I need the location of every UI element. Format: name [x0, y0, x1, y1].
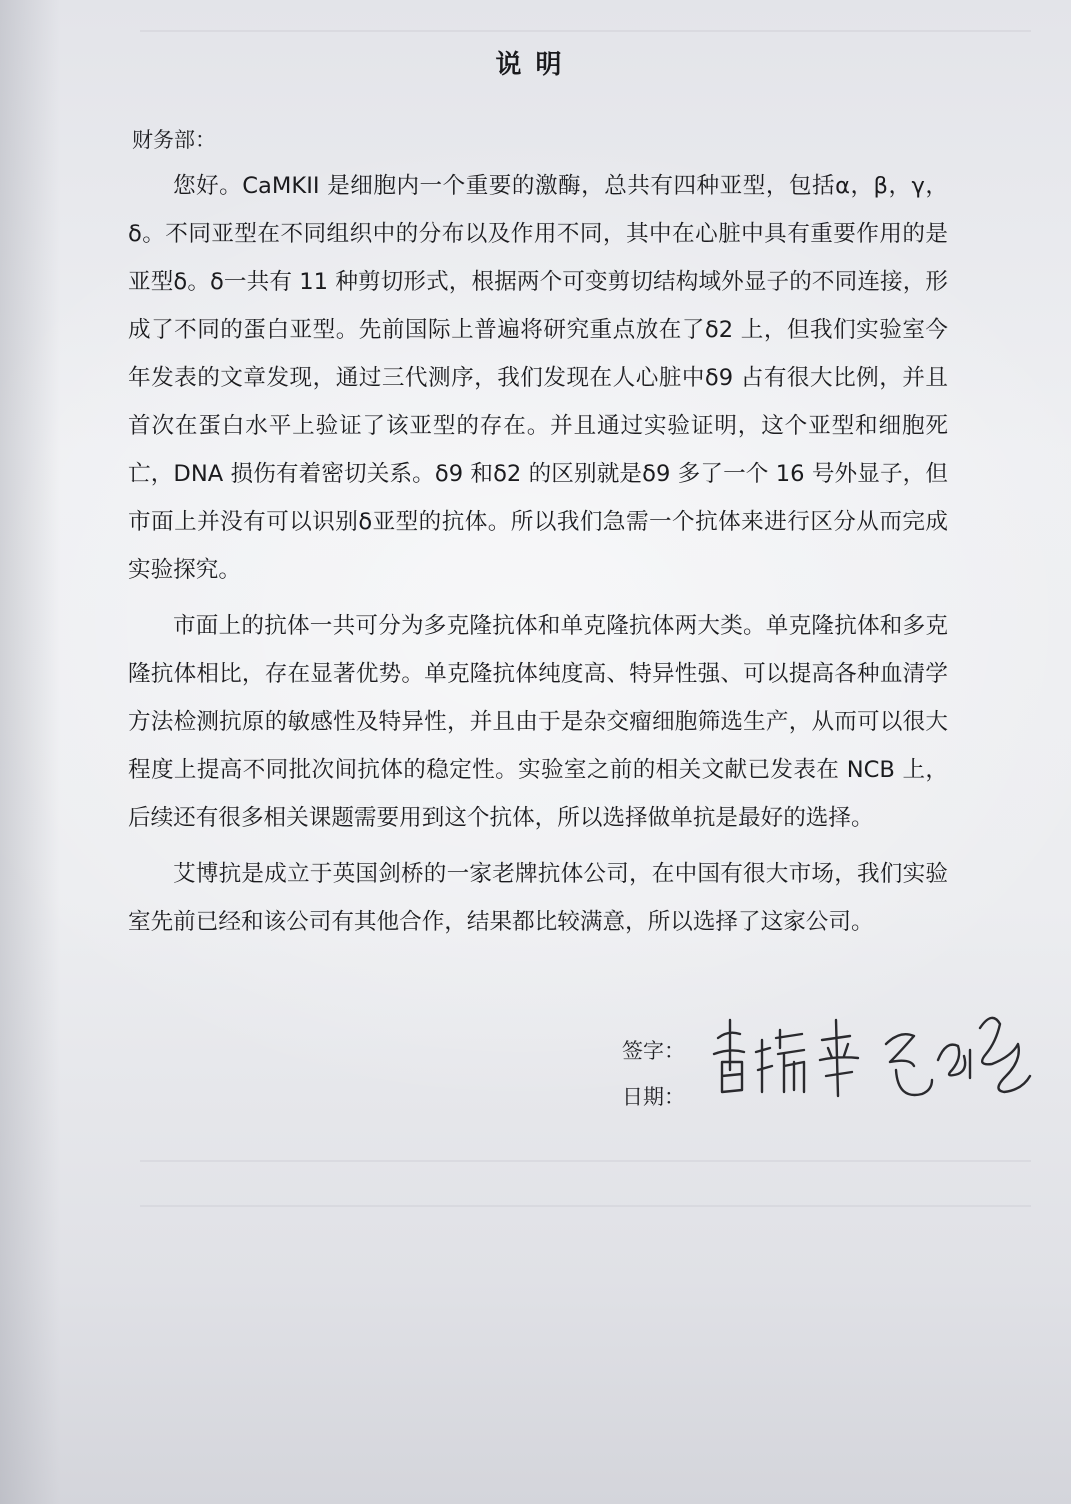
signature-stroke-1	[714, 1020, 744, 1092]
paragraph-3: 艾博抗是成立于英国剑桥的一家老牌抗体公司，在中国有很大市场，我们实验室先前已经和该公司有其他合作，结果都比较满意，所以选择了这家公司。	[128, 861, 948, 935]
document-title: 说明	[495, 50, 576, 80]
signature-stroke-3	[820, 1020, 858, 1096]
handwritten-signature	[700, 1000, 1040, 1130]
signature-block	[622, 1028, 685, 1120]
signature-stroke-2	[756, 1030, 804, 1092]
show-through-line	[140, 1160, 1031, 1162]
signature-stroke-4	[886, 1034, 932, 1095]
salutation: 财务部：	[132, 128, 216, 152]
paragraph-2: 市面上的抗体一共可分为多克隆抗体和单克隆抗体两大类。单克隆抗体和多克隆抗体相比，存在显著优势。单克隆抗体纯度高、特异性强、可以提高各种血清学方法检测抗原的敏感性及特异性，并且由于是杂交瘤细胞筛选生产，从而可以很大程度上提高不同批次间抗体的稳定性。实验室之前的相关文献已发表在 NCB 上，后续还有很多相关课题需要用到这个抗体，所以选择做单抗是最好的选择。	[128, 613, 948, 831]
sign-label: 签字：	[622, 1039, 685, 1063]
document-body	[128, 162, 948, 952]
paragraph-1: 您好。CaMKII 是细胞内一个重要的激酶，总共有四种亚型，包括α，β，γ，δ。不同亚型在不同组织中的分布以及作用不同，其中在心脏中具有重要作用的是亚型δ。δ一共有 11 种剪切形式，根据两个可变剪切结构域外显子的不同连接，形成了不同的蛋白亚型。先前国际上普遍将研究重点放在了δ2 上，但我们实验室今年发表的文章发现，通过三代测序，我们发现在人心脏中δ9 占有很大比例，并且首次在蛋白水平上验证了该亚型的存在。并且通过实验证明，这个亚型和细胞死亡，DNA 损伤有着密切关系。δ9 和δ2 的区别就是δ9 多了一个 16 号外显子，但市面上并没有可以识别δ亚型的抗体。所以我们急需一个抗体来进行区分从而完成实验探究。	[128, 173, 948, 583]
page-edge-shadow	[0, 0, 60, 1504]
show-through-line	[140, 30, 1031, 32]
date-label: 日期：	[622, 1085, 685, 1109]
signature-stroke-5	[938, 1045, 970, 1078]
signature-stroke-6	[980, 1018, 1030, 1092]
show-through-line	[140, 1205, 1031, 1207]
